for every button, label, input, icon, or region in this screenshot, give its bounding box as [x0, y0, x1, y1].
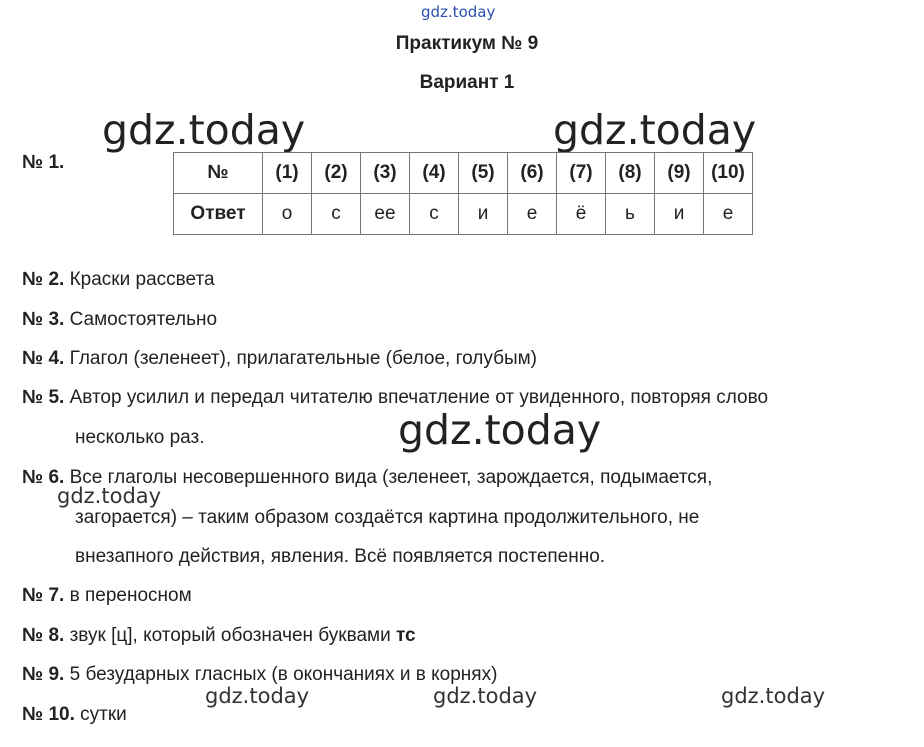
- answer-7: № 7. в переносном: [22, 585, 192, 606]
- table-cell: с: [410, 194, 459, 235]
- watermark: gdz.today: [57, 484, 162, 508]
- question-1-number: № 1.: [22, 152, 65, 173]
- answer-6-continuation: внезапного действия, явления. Всё появляется постепенно.: [75, 546, 606, 567]
- table-cell: (2): [312, 153, 361, 194]
- answer-9: № 9. 5 безударных гласных (в окончаниях и в корнях): [22, 664, 498, 685]
- table-cell: (10): [704, 153, 753, 194]
- answer-6-continuation: загорается) – таким образом создаётся картина продолжительного, не: [75, 507, 700, 528]
- answer-6: № 6. Все глаголы несовершенного вида (зеленеет, зарождается, подымается,: [22, 467, 713, 488]
- answer-5-continuation: несколько раз.: [75, 427, 205, 448]
- table-cell: и: [459, 194, 508, 235]
- answer-8: № 8. звук [ц], который обозначен буквами тс: [22, 625, 416, 646]
- table-header-answer: Ответ: [174, 194, 263, 235]
- watermark: gdz.today: [102, 106, 306, 154]
- table-cell: (3): [361, 153, 410, 194]
- table-cell: (6): [508, 153, 557, 194]
- table-cell: (9): [655, 153, 704, 194]
- watermark: gdz.today: [433, 684, 538, 708]
- table-cell: (1): [263, 153, 312, 194]
- table-row-numbers: [174, 153, 753, 194]
- table-cell: (8): [606, 153, 655, 194]
- table-cell: ее: [361, 194, 410, 235]
- watermark: gdz.today: [553, 106, 757, 154]
- table-cell: (5): [459, 153, 508, 194]
- table-cell: ё: [557, 194, 606, 235]
- table-cell: е: [508, 194, 557, 235]
- answer-3: № 3. Самостоятельно: [22, 309, 218, 330]
- variant-title: Вариант 1: [419, 72, 515, 93]
- watermark: gdz.today: [398, 406, 602, 454]
- answer-table: [173, 152, 753, 235]
- answer-5: № 5. Автор усилил и передал читателю впечатление от увиденного, повторяя слово: [22, 387, 769, 408]
- table-cell: с: [312, 194, 361, 235]
- table-cell: (7): [557, 153, 606, 194]
- table-cell: ь: [606, 194, 655, 235]
- table-cell: е: [704, 194, 753, 235]
- table-cell: (4): [410, 153, 459, 194]
- table-header-number: №: [174, 153, 263, 194]
- page-title: Практикум № 9: [395, 33, 539, 54]
- watermark: gdz.today: [205, 684, 310, 708]
- table-cell: о: [263, 194, 312, 235]
- table-row-answers: [174, 194, 753, 235]
- watermark-top: gdz.today: [421, 3, 496, 21]
- answer-4: № 4. Глагол (зеленеет), прилагательные (белое, голубым): [22, 348, 537, 369]
- answer-2: № 2. Краски рассвета: [22, 269, 215, 290]
- answer-10: № 10. сутки: [22, 704, 127, 725]
- watermark: gdz.today: [721, 684, 826, 708]
- table-cell: и: [655, 194, 704, 235]
